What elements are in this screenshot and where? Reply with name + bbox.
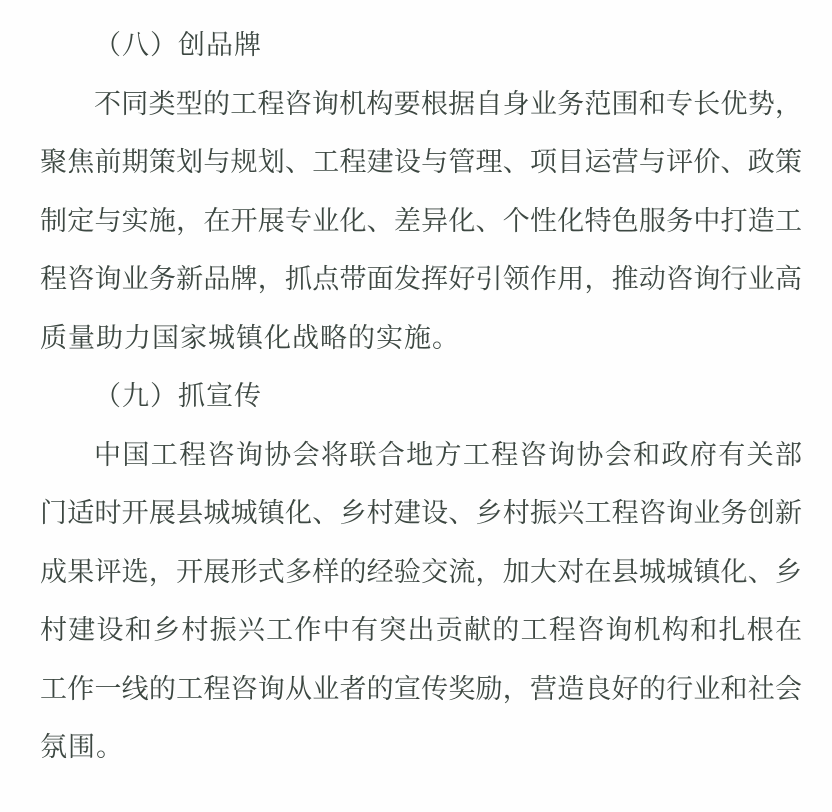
paragraph-line: 村建设和乡村振兴工作中有突出贡献的工程咨询机构和扎根在 bbox=[40, 615, 802, 645]
paragraph-line: 制定与实施，在开展专业化、差异化、个性化特色服务中打造工 bbox=[40, 205, 802, 236]
section-publicity bbox=[40, 367, 802, 777]
paragraph-line: 氛围。 bbox=[40, 732, 124, 762]
paragraph-line: 不同类型的工程咨询机构要根据自身业务范围和专长优势， bbox=[94, 88, 802, 119]
paragraph-line: 门适时开展县城城镇化、乡村建设、乡村振兴工程咨询业务创新 bbox=[40, 498, 802, 528]
section-brand bbox=[40, 16, 802, 367]
paragraph-line: 成果评选，开展形式多样的经验交流，加大对在县城城镇化、乡 bbox=[40, 556, 802, 587]
paragraph-line: 程咨询业务新品牌，抓点带面发挥好引领作用，推动咨询行业高 bbox=[40, 264, 802, 294]
paragraph-line: 中国工程咨询协会将联合地方工程咨询协会和政府有关部 bbox=[94, 439, 802, 470]
paragraph-line: 质量助力国家城镇化战略的实施。 bbox=[40, 322, 460, 353]
paragraph-line: 工作一线的工程咨询从业者的宣传奖励，营造良好的行业和社会 bbox=[40, 673, 802, 704]
paragraph-line: 聚焦前期策划与规划、工程建设与管理、项目运营与评价、政策 bbox=[40, 147, 802, 177]
section-heading: （八）创品牌 bbox=[94, 30, 262, 60]
section-heading: （九）抓宣传 bbox=[94, 381, 262, 411]
